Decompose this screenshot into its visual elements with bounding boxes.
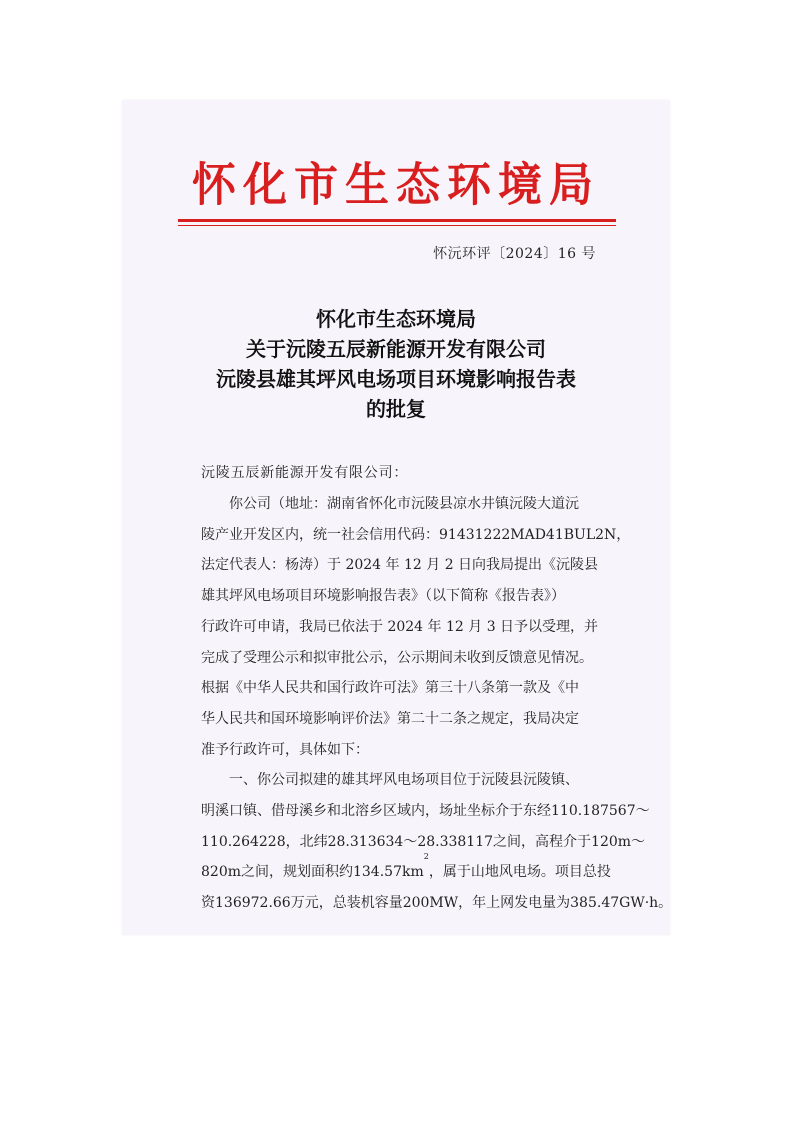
body-line: 法定代表人：杨涛）于 2024 年 12 月 2 日向我局提出《沅陵县 [201,557,599,574]
body-line: 陵产业开发区内，统一社会信用代码：91431222MAD41BUL2N， [201,526,631,543]
body-line: 明溪口镇、借母溪乡和北溶乡区域内，场址坐标介于东经110.187567～ [201,803,650,820]
body-line: 准予行政许可，具体如下： [201,741,369,758]
body-line: 完成了受理公示和拟审批公示，公示期间未收到反馈意见情况。 [201,649,593,666]
title-line-3: 沅陵县雄其坪风电场项目环境影响报告表 [216,367,576,391]
body-line: 根据《中华人民共和国行政许可法》第三十八条第一款及《中 [201,680,579,697]
red-separator-line [178,219,616,222]
red-separator-line-thin [178,225,616,226]
body-line [201,852,611,888]
title-line-2: 关于沅陵五辰新能源开发有限公司 [246,337,546,361]
document-number: 怀沅环评〔2024〕16 号 [433,246,596,262]
paragraph-2 [201,765,673,919]
document-body [201,489,673,919]
body-line: 110.264228，北纬28.313634～28.338117之间，高程介于120m～ [201,833,646,850]
body-line: 华人民共和国环境影响评价法》第二十二条之规定，我局决定 [201,710,579,727]
agency-letterhead: 怀化市生态环境局 [192,158,600,213]
area-text-rest: ，属于山地风电场。项目总投 [428,864,611,881]
title-line-4: 的批复 [366,397,426,421]
body-line: 一、你公司拟建的雄其坪风电场项目位于沅陵县沅陵镇、 [229,772,579,789]
body-line: 雄其坪风电场项目环境影响报告表》（以下简称《报告表》） [201,588,565,605]
scanned-page [122,100,673,935]
superscript-2: 2 [423,852,429,862]
addressee: 沅陵五辰新能源开发有限公司： [201,465,409,481]
paragraph-1 [201,489,631,765]
document-title [122,304,670,424]
title-line-1: 怀化市生态环境局 [316,307,476,331]
body-line: 你公司（地址：湖南省怀化市沅陵县凉水井镇沅陵大道沅 [229,496,579,512]
area-text: 820m之间，规划面积约134.57km [201,864,424,881]
body-line: 行政许可申请，我局已依法于 2024 年 12 月 3 日予以受理，并 [201,618,599,635]
body-line: 资136972.66万元，总装机容量200MW，年上网发电量为385.47GW·h。 [201,895,673,912]
